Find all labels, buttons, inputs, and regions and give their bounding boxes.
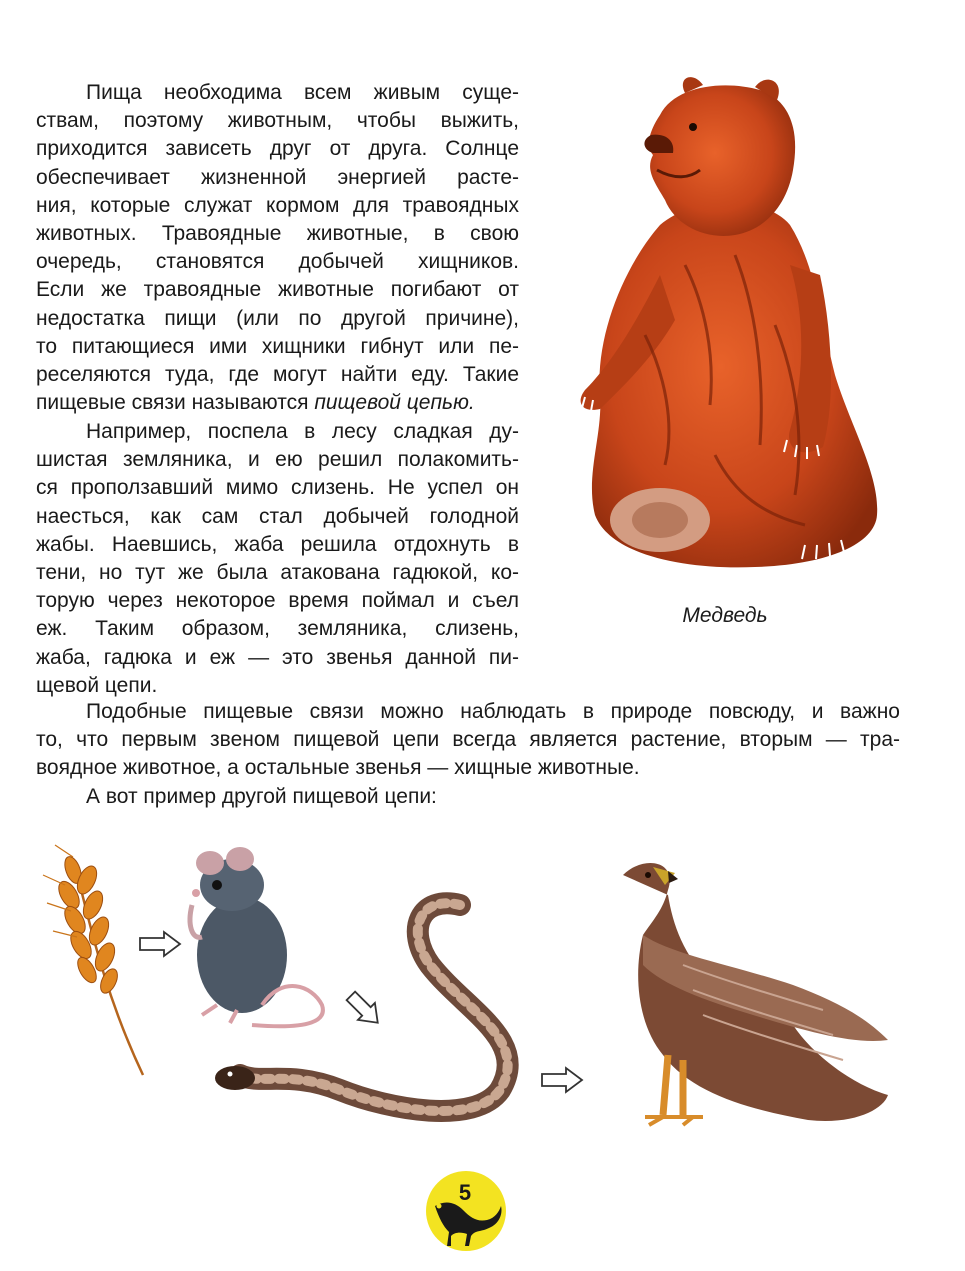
arrow-icon <box>540 1066 584 1094</box>
text-line: ся проползавший мимо слизень. Не успел он <box>36 476 519 500</box>
text-line: воядное животное, а остальные звенья — хищные животные. <box>36 756 640 780</box>
text-line: реселяются туда, где могут найти еду. Такие <box>36 363 519 387</box>
text-line: Например, поспела в лесу сладкая ду- <box>86 420 519 443</box>
text-line: жабы. Наевшись, жаба решила отдохнуть в <box>36 532 519 556</box>
paragraph-1 <box>36 79 519 417</box>
text-line: приходится зависеть друг от друга. Солнце <box>36 137 519 161</box>
text-line: наесться, как сам стал добычей голодной <box>36 504 519 528</box>
text-plain: пищевые связи называются <box>36 391 315 415</box>
snake-illustration <box>210 890 555 1130</box>
text-line: жаба, гадюка и еж — это звенья данной пи- <box>36 645 519 669</box>
text-line: тени, но тут же была атакована гадюкой, ко- <box>36 561 519 585</box>
text-line: Пища необходима всем живым суще- <box>86 81 519 104</box>
paragraph-2 <box>36 418 519 700</box>
paragraph-4 <box>36 783 900 811</box>
text-line: Если же травоядные животные погибают от <box>36 278 519 302</box>
bear-illustration <box>565 75 885 580</box>
text-line: то, что первым звеном пищевой цепи всегда является растение, вторым — тра- <box>36 728 900 752</box>
text-line: ния, которые служат кормом для травоядных <box>36 193 519 217</box>
text-line: щевой цепи. <box>36 673 158 697</box>
text-line: очередь, становятся добычей хищников. <box>36 250 519 274</box>
text-line: шистая земляника, и ею решил полакомить- <box>36 448 519 472</box>
text-line: недостатка пищи (или по другой причине), <box>36 306 519 330</box>
text-line: животных. Травоядные животные, в свою <box>36 222 519 246</box>
bear-caption: Медведь <box>682 604 768 627</box>
text-line: ствам, поэтому животным, чтобы выжить, <box>36 109 519 133</box>
text-line: А вот пример другой пищевой цепи: <box>86 785 437 808</box>
text-line: то питающиеся ими хищники гибнут или пе- <box>36 334 519 358</box>
text-line: еж. Таким образом, земляника, слизень, <box>36 617 519 641</box>
page-number: 5 <box>458 1180 472 1205</box>
term-food-chain: пищевой цепью. <box>314 391 475 415</box>
text-line: обеспечивает жизненной энергией расте- <box>36 165 519 189</box>
text-line: Подобные пищевые связи можно наблюдать в природе повсюду, и важно <box>86 700 900 723</box>
paragraph-3 <box>36 698 900 783</box>
text-line: торую через некоторое время поймал и съел <box>36 589 519 613</box>
eagle-illustration <box>583 855 893 1145</box>
wheat-illustration <box>35 845 150 1080</box>
text-line <box>36 389 519 417</box>
